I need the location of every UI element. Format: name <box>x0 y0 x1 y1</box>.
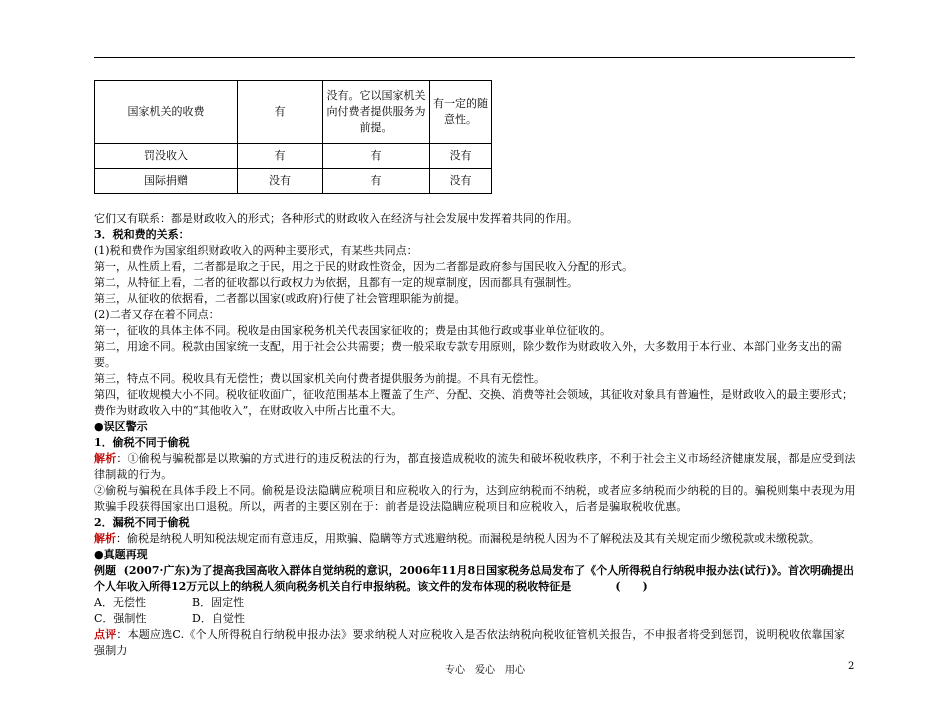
analysis-text: ：偷税是纳税人明知税法规定而有意违反，用欺骗、隐瞒等方式逃避纳税。而漏税是纳税人因为不了解税法及其有关规定而少缴税款或未缴税款。 <box>116 532 820 545</box>
table-cell: 没有 <box>430 144 492 169</box>
option-c: C．强制性 <box>94 612 147 625</box>
subheading: 1．偷税不同于偷税 <box>94 436 190 449</box>
section-title-exam: ●真题再现 <box>94 548 148 561</box>
paragraph: 第三，特点不同。税收具有无偿性；费以国家机关向付费者提供服务为前提。不具有无偿性。 <box>94 372 545 385</box>
comment-paragraph <box>94 627 856 659</box>
table-row <box>95 144 492 169</box>
paragraph: 第二，从特征上看，二者的征收都以行政权力为依据，且都有一定的规章制度，因而都具有强制性。 <box>94 276 578 289</box>
example-question <box>94 563 856 595</box>
table-cell: 有 <box>323 144 430 169</box>
options-row <box>94 595 856 611</box>
comment-label: 点评 <box>94 628 117 641</box>
analysis-label: 解析 <box>94 452 117 465</box>
paragraph: 第一，从性质上看，二者都是取之于民，用之于民的财政性资金，因为二者都是政府参与国民收入分配的形式。 <box>94 260 633 273</box>
page-number: 2 <box>848 661 855 672</box>
answer-blank: ( ) <box>615 580 648 593</box>
paragraph: 它们又有联系：都是财政收入的形式；各种形式的财政收入在经济与社会发展中发挥着共同的作用。 <box>94 212 578 225</box>
table-cell: 有 <box>238 81 323 144</box>
paragraph: ②偷税与骗税在具体手段上不同。偷税是设法隐瞒应税项目和应税收入的行为，达到应纳税而不纳税，或者应多纳税而少纳税的目的。骗税则集中表现为用欺骗手段获得国家出口退税。所以，两者的主要区别在于：前者是设法隐瞒应税项目和应税收入，后者是骗取税收优惠。 <box>94 484 856 513</box>
option-d: D．自觉性 <box>192 612 245 625</box>
paragraph: 第三，从征收的依据看，二者都以国家(或政府)行使了社会管理职能为前提。 <box>94 292 466 305</box>
option-a: A．无偿性 <box>94 596 146 609</box>
header-rule <box>94 57 855 58</box>
analysis-paragraph <box>94 451 856 483</box>
options-row <box>94 611 856 627</box>
example-text: (2007·广东)为了提高我国高收入群体自觉纳税的意识，2006年11月8日国家税务总局发布了《个人所得税自行纳税申报办法(试行)》。首次明确提出个人年收入所得12万元以上的纳税人须向税务机关自行申报纳税。该文件的发布体现的税收特征是 <box>94 564 855 593</box>
table-cell: 有 <box>323 169 430 194</box>
analysis-text: ：①偷税与骗税都是以欺骗的方式进行的违反税法的行为，都直接造成税收的流失和破坏税收秩序，不利于社会主义市场经济健康发展，都是应受到法律制裁的行为。 <box>94 452 856 481</box>
document-body <box>94 211 856 659</box>
table-cell: 没有 <box>238 169 323 194</box>
table-cell: 有 <box>238 144 323 169</box>
analysis-paragraph <box>94 531 856 547</box>
section-heading: 3．税和费的关系： <box>94 228 190 241</box>
table-cell: 有一定的随意性。 <box>430 81 492 144</box>
footer-motto: 专心 爱心 用心 <box>445 665 525 676</box>
table-cell: 没有。它以国家机关向付费者提供服务为前提。 <box>323 81 430 144</box>
table-cell: 罚没收入 <box>95 144 238 169</box>
table-row <box>95 169 492 194</box>
table-cell: 国家机关的收费 <box>95 81 238 144</box>
subheading: 2．漏税不同于偷税 <box>94 516 190 529</box>
option-b: B．固定性 <box>192 596 245 609</box>
table-row <box>95 81 492 144</box>
table-cell: 国际捐赠 <box>95 169 238 194</box>
paragraph: 第二，用途不同。税款由国家统一支配，用于社会公共需要；费一般采取专款专用原则，除少数作为财政收入外，大多数用于本行业、本部门业务支出的需要。 <box>94 340 842 369</box>
paragraph: (1)税和费作为国家组织财政收入的两种主要形式，有某些共同点： <box>94 244 418 257</box>
section-title-pitfalls: ●误区警示 <box>94 420 148 433</box>
paragraph: 第四，征收规模大小不同。税收征收面广，征收范围基本上覆盖了生产、分配、交换、消费等社会领域，其征收对象具有普遍性，是财政收入的最主要形式；费作为财政收入中的“其他收入”，在财政收入中所占比重不大。 <box>94 388 853 417</box>
comment-text: ：本题应选C.《个人所得税自行纳税申报办法》要求纳税人对应税收入是否依法纳税向税收征管机关报告，不申报者将受到惩罚，说明税收依靠国家强制力 <box>94 628 846 657</box>
comparison-table <box>94 80 492 194</box>
analysis-label: 解析 <box>94 532 116 545</box>
paragraph: 第一，征收的具体主体不同。税收是由国家税务机关代表国家征收的；费是由其他行政或事业单位征收的。 <box>94 324 611 337</box>
paragraph: (2)二者又存在着不同点： <box>94 308 220 321</box>
example-label: 例题 <box>94 564 116 577</box>
table-cell: 没有 <box>430 169 492 194</box>
